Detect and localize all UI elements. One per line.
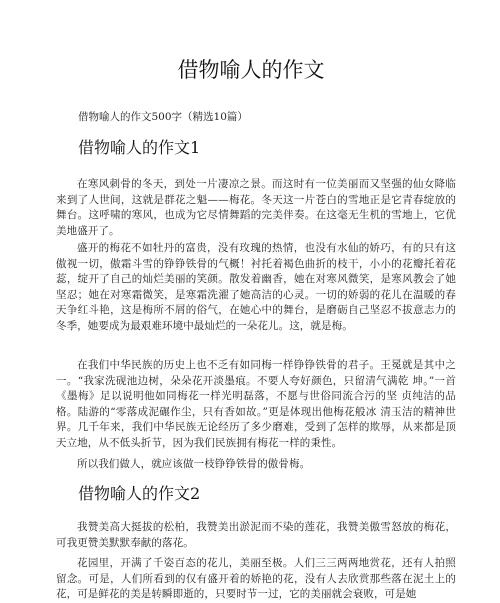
paragraph: 我赞美高大挺拔的松柏，我赞美出淤泥而不染的莲花，我赞美傲雪怒放的梅花，可我更赞美默默奉献的落花。 [56, 521, 456, 549]
section-heading: 借物喻人的作文2 [78, 484, 201, 503]
page-title: 借物喻人的作文 [177, 58, 325, 82]
document-subtitle: 借物喻人的作文500字（精选10篇） [78, 111, 248, 123]
paragraph: 盛开的梅花不如牡丹的富贵，没有玫瑰的热情，也没有水仙的娇巧，有的只有这傲视一切，傲霜斗雪的铮铮铁骨的气概！衬托着褐色曲折的枝干，小小的花瓣托着花蕊，绽开了自己的灿烂美丽的笑颜。散发着幽香，她在对寒风微笑，是寒风教会了她坚忍；她在对寒霜微笑，是寒霜洗濯了她高洁的心灵。一切的娇弱的花儿在温暖的春天争红斗艳，这是梅所不屑的俗气，在她心中的舞台，是磨砺自己坚忍不拔意志力的冬季，她要成为最艰难环境中最灿烂的一朵花儿。这，就是梅。 [56, 242, 456, 332]
paragraph: 所以我们做人，就应该做一枝铮铮铁骨的傲骨梅。 [77, 458, 311, 470]
section-heading: 借物喻人的作文1 [78, 138, 201, 157]
paragraph: 在我们中华民族的历史上也不乏有如同梅一样铮铮铁骨的君子。王冕就是其中之一。“我家洗砚池边树，朵朵花开淡墨痕。不要人夸好颜色，只留清气满乾 坤。”一首《墨梅》足以说明他如同梅花一样光明磊落，不愿与世俗同流合污的坚 贞纯洁的品格。陆游的“零落成泥碾作尘，只有香如故。”更是体现出他梅花般冰 清玉洁的精神世界。几千年来，我们中华民族无论经历了多少磨难，受到了怎样的欺辱，从来都是顶天立地，从不低头折节，因为我们民族拥有梅花一样的秉性。 [56, 359, 456, 449]
paragraph: 花园里，开满了千姿百态的花儿，美丽至极。人们三三两两地赏花，还有人拍照留念。可是，人们所看到的仅有盛开着的娇艳的花，没有人去欣赏那些落在泥土上的花，可是鲜花的美是转瞬即逝的，只要时节一过，它的美丽就会衰败，可是她 [56, 557, 456, 600]
paragraph: 在寒风刺骨的冬天，到处一片凄凉之景。而这时有一位美丽而又坚强的仙女降临来到了人世间，这就是群花之魁——梅花。冬天这一片苍白的雪地正是它青春绽放的舞台。这呼啸的寒风，也成为它尽情舞蹈的完美伴奏。在这毫无生机的雪地上，它优美地盛开了。 [56, 178, 456, 237]
